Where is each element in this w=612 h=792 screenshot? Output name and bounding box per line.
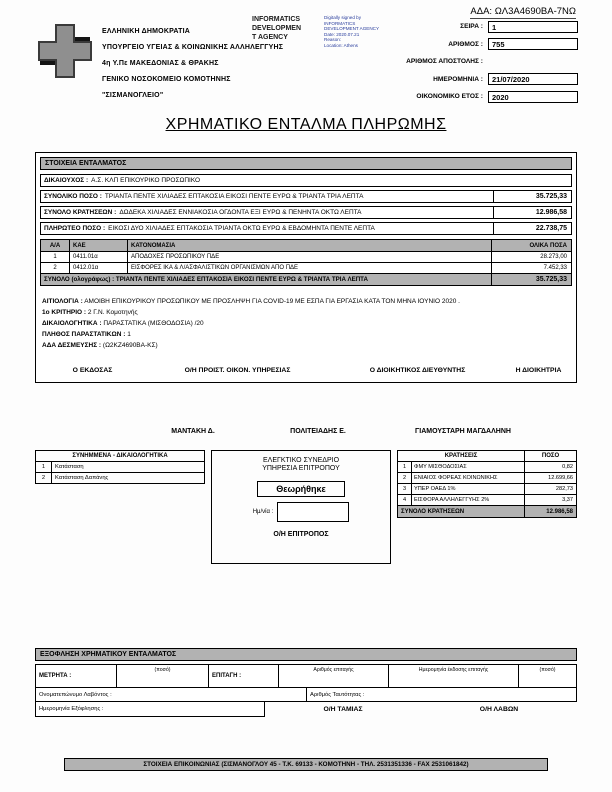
audit-court-line1: ΕΛΕΓΚΤΙΚΟ ΣΥΝΕΔΡΙΟ: [262, 457, 340, 464]
signature-titles-row: [40, 367, 572, 374]
table-row: [397, 473, 577, 484]
ada-desmeusis-label: ΑΔΑ ΔΕΣΜΕΥΣΗΣ :: [42, 342, 102, 349]
stamp-detail-line: Reason:: [324, 37, 342, 43]
field-arithmos-apostolis-value: [488, 56, 578, 68]
attachment-number: 1: [36, 462, 52, 472]
table-row: [397, 484, 577, 495]
field-oikonomiko-etos-label: ΟΙΚΟΝΟΜΙΚΟ ΕΤΟΣ :: [416, 93, 483, 101]
cheque-date-caption: Ημερομηνία έκδοσης επιταγής: [418, 667, 489, 673]
items-total-value: 35.725,33: [491, 274, 571, 285]
org-line-ministry: ΥΠΟΥΡΓΕΙΟ ΥΓΕΙΑΣ & ΚΟΙΝΩΝΙΚΗΣ ΑΛΛΗΛΕΓΓΥΗΣ: [102, 44, 284, 51]
ada-number: ΑΔΑ: ΩΛ3Α4690ΒΑ-7ΝΩ: [470, 6, 576, 17]
deduction-number: 4: [398, 495, 412, 505]
aitiologia-text: ΑΜΟΙΒΗ ΕΠΙΚΟΥΡΙΚΟΥ ΠΡΟΣΩΠΙΚΟΥ ΜΕ ΠΡΟΣΛΗΨΗ ΓΙΑ COVID-19 ΜΕ ΕΣΠΑ ΓΙΑ ΕΡΓΑΣΙΑ ΚΑΤΑ ΤΟΝ ΜΗΝΑ ΙΟΥΝΙΟ 2020 .: [84, 298, 460, 305]
item-aa: 2: [53, 265, 57, 271]
field-seira: [326, 18, 578, 36]
dikaiologitika-text: ΠΑΡΑΣΤΑΤΙΚΑ (ΜΙΣΘΟΔΟΣΙΑ) /20: [103, 320, 204, 327]
table-row: [397, 495, 577, 506]
cheque-label: ΕΠΙΤΑΓΗ :: [208, 665, 278, 687]
deduction-amount: 0,82: [524, 462, 576, 472]
items-header-amount: ΟΛΙΚΑ ΠΟΣΑ: [491, 240, 571, 251]
item-kae: 0411.01α: [69, 252, 127, 262]
field-oikonomiko-etos: [326, 88, 578, 106]
field-seira-value: 1: [488, 21, 578, 33]
ada-desmeusis-text: (Ω2ΚΖ4690ΒΑ-ΚΣ): [102, 342, 158, 349]
items-header-kae: ΚΑΕ: [69, 240, 127, 251]
ada-desmeusis-line: [42, 340, 570, 351]
attachments-table: [35, 450, 205, 564]
deductions-total-value: 12.986,58: [493, 207, 571, 218]
signature-title-issuer: Ο ΕΚΔΟΣΑΣ: [72, 367, 113, 374]
field-arithmos-value: 755: [488, 38, 578, 50]
settlement-date-label: Ημερομηνία Εξόφλησης :: [35, 702, 265, 717]
cheque-amount-cell: [518, 665, 576, 687]
stamp-detail-line: DEVELOPMENT AGENCY: [324, 26, 380, 32]
deduction-name: ΥΠΕΡ ΟΑΕΔ 1%: [414, 486, 456, 492]
deduction-amount: 282,73: [524, 484, 576, 494]
cheque-amount-caption: (ποσό): [539, 667, 556, 673]
settlement-row-3: [35, 702, 577, 717]
org-line-region: 4η Υ.Πε ΜΑΚΕΔΟΝΙΑΣ & ΘΡΑΚΗΣ: [102, 60, 219, 67]
attachment-number: 2: [36, 473, 52, 483]
table-row: [41, 251, 571, 262]
middle-section: [35, 450, 577, 564]
item-aa: 1: [53, 254, 57, 260]
org-line-republic: ΕΛΛΗΝΙΚΗ ΔΗΜΟΚΡΑΤΙΑ: [102, 28, 190, 35]
aitiologia-label: ΑΙΤΙΟΛΟΓΙΑ :: [42, 298, 83, 305]
deductions-total-row-label: ΣΥΝΟΛΟ ΚΡΑΤΗΣΕΩΝ: [401, 508, 465, 515]
court-date-box: [277, 502, 349, 522]
warrant-notes: [40, 296, 572, 351]
item-amount: 7.452,33: [491, 263, 571, 273]
stamp-agency-line: T AGENCY: [252, 34, 288, 41]
cash-amount-cell: [116, 665, 208, 687]
field-arithmos-label: ΑΡΙΘΜΟΣ :: [448, 40, 483, 48]
deduction-name: ΕΙΣΦΟΡΑ ΑΛΛΗΛΕΓΓΥΗΣ 2%: [414, 497, 490, 503]
org-line-hospital-name: "ΣΙΣΜΑΝΟΓΛΕΙΟ": [102, 92, 164, 99]
cashier-title: Ο/Η ΤΑΜΙΑΣ: [323, 706, 363, 713]
field-arithmos-apostolis-label: ΑΡΙΘΜΟΣ ΑΠΟΣΤΟΛΗΣ :: [406, 58, 483, 66]
section-header-settlement: ΕΞΟΦΛΗΣΗ ΧΡΗΜΑΤΙΚΟΥ ΕΝΤΑΛΜΑΤΟΣ: [35, 648, 577, 661]
stamp-detail-line: Date: 2020.07.21: [324, 31, 360, 37]
deductions-total-row: [40, 206, 572, 219]
kritirio-line: [42, 307, 570, 318]
deduction-name: ΦΜΥ ΜΙΣΘΟΔΟΣΙΑΣ: [414, 464, 467, 470]
cash-label: ΜΕΤΡΗΤΑ :: [39, 673, 72, 679]
deductions-total-row: [397, 506, 577, 518]
deduction-number: 2: [398, 473, 412, 483]
stamp-detail-line: Location: Athens: [324, 42, 358, 48]
field-imerominia-value: 21/07/2020: [488, 73, 578, 85]
deduction-name: ΕΝΙΑΙΟΣ ΦΟΡΕΑΣ ΚΟΙΝΩΝΙΚΗΣ: [414, 475, 498, 481]
cash-amount-caption: (ποσό): [154, 667, 171, 673]
deductions-total-words: ΔΩΔΕΚΑ ΧΙΛΙΑΔΕΣ ΕΝΝΙΑΚΟΣΙΑ ΟΓΔΟΝΤΑ ΕΞΙ ΕΥΡΩ & ΠΕΝΗΝΤΑ ΟΚΤΩ ΛΕΠΤΑ: [119, 209, 362, 216]
deductions-total-label: ΣΥΝΟΛΟ ΚΡΑΤΗΣΕΩΝ :: [44, 209, 117, 216]
org-line-hospital: ΓΕΝΙΚΟ ΝΟΣΟΚΟΜΕΙΟ ΚΟΜΟΤΗΝΗΣ: [102, 76, 231, 83]
payable-amount-label: ΠΛΗΡΩΤΕΟ ΠΟΣΟ :: [44, 225, 106, 232]
court-date-row: [212, 502, 390, 522]
items-header-aa: Α/Α: [49, 242, 61, 249]
attachment-text: Κατάσταση Δαπάνης: [55, 475, 109, 481]
cross-icon: [36, 22, 94, 80]
court-date-label: Ημ/νία :: [252, 509, 274, 515]
section-header-warrant: ΣΤΟΙΧΕΙΑ ΕΝΤΑΛΜΑΤΟΣ: [40, 157, 572, 170]
cheque-date-cell: [388, 665, 518, 687]
deduction-number: 3: [398, 484, 412, 494]
signer-name-1: ΜΑΝΤΑΚΗ Δ.: [171, 428, 215, 435]
cheque-number-caption: Αριθμός επιταγής: [313, 667, 354, 673]
receiver-title: Ο/Η ΛΑΒΩΝ: [479, 706, 519, 713]
list-item: [35, 473, 205, 484]
stamp-detail-line: INFORMATICS: [324, 20, 356, 26]
plithos-text: 1: [127, 331, 131, 338]
deductions-table-header: [397, 450, 577, 462]
deduction-amount: 12.699,66: [524, 473, 576, 483]
deductions-table: [397, 450, 577, 564]
expense-items-table: [40, 239, 572, 286]
approved-stamp-box: Θεωρήθηκε: [257, 481, 345, 497]
total-amount-label: ΣΥΝΟΛΙΚΟ ΠΟΣΟ :: [44, 193, 102, 200]
table-row: [397, 462, 577, 473]
signature-title-governor: Η ΔΙΟΙΚΗΤΡΙΑ: [515, 367, 562, 374]
hospital-cross-logo: [36, 22, 94, 85]
beneficiary-value: Α.Σ. ΚΛΠ ΕΠΙΚΟΥΡΙΚΟ ΠΡΟΣΩΠΙΚΟ: [91, 177, 201, 184]
aitiologia-line: [42, 296, 570, 307]
item-kae: 0412.01α: [69, 263, 127, 273]
id-number-label: Αριθμός Ταυτότητας :: [306, 688, 576, 701]
deductions-header-name: ΚΡΑΤΗΣΕΙΣ: [444, 453, 478, 459]
field-arithmos-apostolis: [326, 53, 578, 71]
header-fields: [326, 18, 578, 106]
warrant-details-section: [35, 152, 577, 383]
commissioner-title: Ο/Η ΕΠΙΤΡΟΠΟΣ: [273, 531, 329, 538]
deductions-total-row-value: 12.986,58: [524, 506, 576, 517]
dikaiologitika-label: ΔΙΚΑΙΟΛΟΓΗΤΙΚΑ :: [42, 320, 102, 327]
attachment-text: Κατάσταση: [55, 464, 84, 470]
payable-amount-value: 22.738,75: [493, 223, 571, 234]
signer-name-3: ΓΙΑΜΟΥΣΤΑΡΗ ΜΑΓΔΑΛΗΝΗ: [415, 428, 511, 435]
deduction-amount: 3,37: [524, 495, 576, 505]
stamp-agency-line: INFORMATICS: [252, 16, 301, 23]
field-seira-label: ΣΕΙΡΑ :: [460, 23, 483, 31]
stamp-agency-line: DEVELOPMEN: [252, 25, 302, 32]
beneficiary-row: [40, 174, 572, 187]
items-total-label: ΣΥΝΟΛΟ (ολογράφως) : ΤΡΙΑΝΤΑ ΠΕΝΤΕ ΧΙΛΙΑΔΕΣ ΕΠΤΑΚΟΣΙΑ ΕΙΚΟΣΙ ΠΕΝΤΕ ΕΥΡΩ & ΤΡΙΑΝΤΑ ΤΡΙΑ ΛΕΠΤΑ: [44, 276, 368, 283]
plithos-line: [42, 329, 570, 340]
page-title: ΧΡΗΜΑΤΙΚΟ ΕΝΤΑΛΜΑ ΠΛΗΡΩΜΗΣ: [165, 116, 447, 133]
items-header-name: ΚΑΤΟΝΟΜΑΣΙΑ: [127, 240, 491, 251]
audit-court-box: [211, 450, 391, 564]
recipient-name-label: Ονοματεπώνυμο Λαβόντος :: [39, 691, 112, 698]
plithos-label: ΠΛΗΘΟΣ ΠΑΡΑΣΤΑΤΙΚΩΝ :: [42, 331, 126, 338]
cheque-number-cell: [278, 665, 388, 687]
signature-title-admin-director: Ο ΔΙΟΙΚΗΤΙΚΟΣ ΔΙΕΥΘΥΝΤΗΣ: [369, 367, 466, 374]
attachments-header: ΣΥΝΗΜΜΕΝΑ - ΔΙΚΑΙΟΛΟΓΗΤΙΚΑ: [35, 450, 205, 462]
total-amount-row: [40, 190, 572, 203]
deductions-header-amount: ΠΟΣΟ: [524, 451, 576, 461]
stamp-detail-line: Digitally signed by: [324, 15, 362, 20]
settlement-row-2: [35, 688, 577, 702]
stamp-agency-name: [252, 15, 320, 49]
field-arithmos: [326, 36, 578, 54]
total-amount-value: 35.725,33: [493, 191, 571, 202]
item-amount: 28.273,00: [491, 252, 571, 262]
settlement-section: [35, 648, 577, 717]
audit-court-line2: ΥΠΗΡΕΣΙΑ ΕΠΙΤΡΟΠΟΥ: [262, 465, 340, 472]
deduction-number: 1: [398, 462, 412, 472]
signer-name-2: ΠΟΛΙΤΕΙΑΔΗΣ Ε.: [290, 428, 346, 435]
kritirio-text: 2 Γ.Ν. Κομοτηνής: [87, 309, 138, 316]
settlement-row-1: [35, 664, 577, 688]
field-imerominia-label: ΗΜΕΡΟΜΗΝΙΑ :: [433, 75, 483, 83]
items-total-row: [41, 273, 571, 285]
item-name: ΕΙΣΦΟΡΕΣ ΙΚΑ & Λ/ΑΣΦΑΛΙΣΤΙΚΩΝ ΟΡΓΑΝΙΣΜΩΝ ΑΠΟ ΠΔΕ: [127, 263, 491, 273]
signature-title-finance-head: Ο/Η ΠΡΟΙΣΤ. ΟΙΚΟΝ. ΥΠΗΡΕΣΙΑΣ: [184, 367, 291, 374]
kritirio-label: 1ο ΚΡΙΤΗΡΙΟ :: [42, 309, 87, 316]
field-oikonomiko-etos-value: 2020: [488, 91, 578, 103]
items-table-header: [41, 240, 571, 251]
payable-amount-row: [40, 222, 572, 235]
payable-amount-words: ΕΙΚΟΣΙ ΔΥΟ ΧΙΛΙΑΔΕΣ ΕΠΤΑΚΟΣΙΑ ΤΡΙΑΝΤΑ ΟΚΤΩ ΕΥΡΩ & ΕΒΔΟΜΗΝΤΑ ΠΕΝΤΕ ΛΕΠΤΑ: [108, 225, 375, 232]
contact-footer: ΣΤΟΙΧΕΙΑ ΕΠΙΚΟΙΝΩΝΙΑΣ (ΣΙΣΜΑΝΟΓΛΟΥ 45 - Τ.Κ. 69133 - ΚΟΜΟΤΗΝΗ - ΤΗΛ. 2531351336 - FAX 2531061842): [64, 758, 548, 771]
list-item: [35, 462, 205, 473]
total-amount-words: ΤΡΙΑΝΤΑ ΠΕΝΤΕ ΧΙΛΙΑΔΕΣ ΕΠΤΑΚΟΣΙΑ ΕΙΚΟΣΙ ΠΕΝΤΕ ΕΥΡΩ & ΤΡΙΑΝΤΑ ΤΡΙΑ ΛΕΠΤΑ: [104, 193, 364, 200]
beneficiary-label: ΔΙΚΑΙΟΥΧΟΣ :: [44, 177, 89, 184]
table-row: [41, 262, 571, 273]
dikaiologitika-line: [42, 318, 570, 329]
field-imerominia: [326, 71, 578, 89]
item-name: ΑΠΟΔΟΧΕΣ ΠΡΟΣΩΠΙΚΟΥ ΠΔΕ: [127, 252, 491, 262]
